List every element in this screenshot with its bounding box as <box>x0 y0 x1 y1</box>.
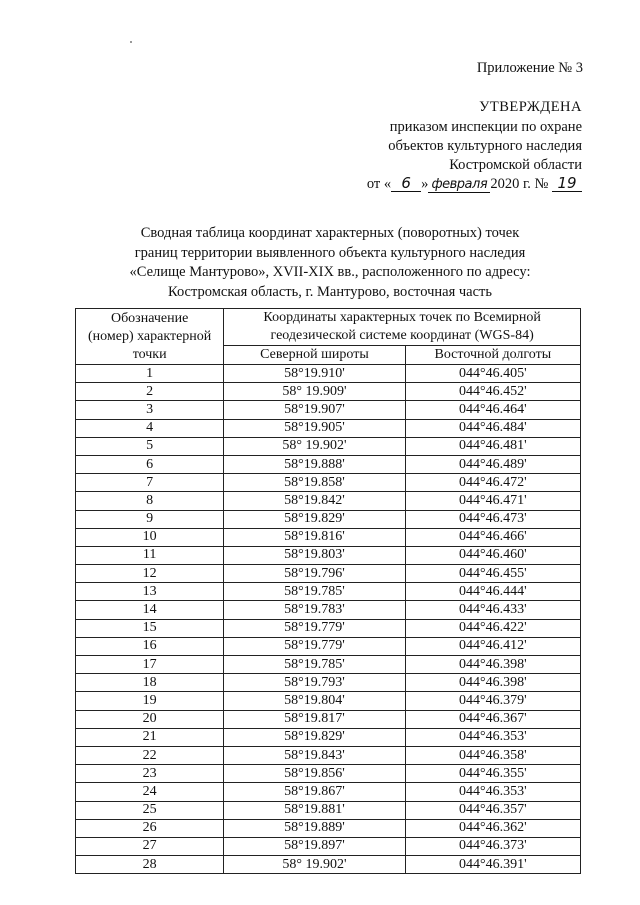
table-row <box>76 510 581 528</box>
title-line-4: Костромская область, г. Мантурово, восточная часть <box>168 283 492 300</box>
point-number-cell: 26 <box>76 819 224 837</box>
point-number-cell: 2 <box>76 383 224 401</box>
date-prefix: от « <box>366 176 392 192</box>
latitude-cell: 58°19.842' <box>224 492 405 510</box>
latitude-cell: 58°19.856' <box>224 765 405 783</box>
point-number-cell: 17 <box>76 656 224 674</box>
handwritten-day: 6 <box>391 176 421 192</box>
table-row <box>76 856 581 874</box>
table-row <box>76 801 581 819</box>
title-line-3: «Селище Мантурово», XVII-XIX вв., расположенного по адресу: <box>129 264 531 280</box>
approval-block <box>367 98 582 194</box>
header-coordinates <box>224 309 581 346</box>
table-row <box>76 474 581 492</box>
header-point-designation <box>76 309 224 365</box>
latitude-cell: 58° 19.909' <box>224 383 405 401</box>
longitude-cell: 044°46.358' <box>405 746 580 764</box>
point-number-cell: 19 <box>76 692 224 710</box>
table-row <box>76 783 581 801</box>
table-row <box>76 674 581 692</box>
latitude-cell: 58° 19.902' <box>224 437 405 455</box>
latitude-cell: 58°19.783' <box>224 601 405 619</box>
longitude-cell: 044°46.355' <box>405 765 580 783</box>
latitude-cell: 58°19.867' <box>224 783 405 801</box>
latitude-cell: 58°19.905' <box>224 419 405 437</box>
latitude-cell: 58° 19.902' <box>224 856 405 874</box>
longitude-cell: 044°46.466' <box>405 528 580 546</box>
table-row <box>76 383 581 401</box>
longitude-cell: 044°46.357' <box>405 801 580 819</box>
longitude-cell: 044°46.471' <box>405 492 580 510</box>
point-number-cell: 18 <box>76 674 224 692</box>
point-number-cell: 21 <box>76 728 224 746</box>
table-row <box>76 419 581 437</box>
latitude-cell: 58°19.779' <box>224 637 405 655</box>
longitude-cell: 044°46.373' <box>405 837 580 855</box>
table-row <box>76 637 581 655</box>
longitude-cell: 044°46.379' <box>405 692 580 710</box>
header-point-line-1: Обозначение <box>110 310 189 326</box>
latitude-cell: 58°19.910' <box>224 365 405 383</box>
point-number-cell: 11 <box>76 546 224 564</box>
longitude-cell: 044°46.422' <box>405 619 580 637</box>
point-number-cell: 16 <box>76 637 224 655</box>
coordinates-table <box>75 308 581 874</box>
header-coords-line-1: Координаты характерных точек по Всемирной <box>263 310 541 325</box>
latitude-cell: 58°19.858' <box>224 474 405 492</box>
point-number-cell: 28 <box>76 856 224 874</box>
point-number-cell: 7 <box>76 474 224 492</box>
table-row <box>76 492 581 510</box>
longitude-cell: 044°46.353' <box>405 728 580 746</box>
point-number-cell: 6 <box>76 455 224 473</box>
appendix-label: Приложение № 3 <box>476 60 583 76</box>
point-number-cell: 24 <box>76 783 224 801</box>
scan-speck <box>130 41 132 43</box>
point-number-cell: 1 <box>76 365 224 383</box>
longitude-cell: 044°46.353' <box>405 783 580 801</box>
longitude-cell: 044°46.412' <box>405 637 580 655</box>
latitude-cell: 58°19.793' <box>224 674 405 692</box>
point-number-cell: 10 <box>76 528 224 546</box>
handwritten-order-number: 19 <box>552 176 582 192</box>
table-row <box>76 601 581 619</box>
approval-date-line <box>367 175 582 194</box>
approval-line-1: приказом инспекции по охране <box>389 119 582 135</box>
longitude-cell: 044°46.481' <box>405 437 580 455</box>
table-row <box>76 583 581 601</box>
longitude-cell: 044°46.472' <box>405 474 580 492</box>
table-row <box>76 528 581 546</box>
point-number-cell: 5 <box>76 437 224 455</box>
table-row <box>76 728 581 746</box>
latitude-cell: 58°19.907' <box>224 401 405 419</box>
point-number-cell: 3 <box>76 401 224 419</box>
latitude-cell: 58°19.803' <box>224 546 405 564</box>
latitude-cell: 58°19.843' <box>224 746 405 764</box>
point-number-cell: 8 <box>76 492 224 510</box>
longitude-cell: 044°46.433' <box>405 601 580 619</box>
longitude-cell: 044°46.473' <box>405 510 580 528</box>
latitude-cell: 58°19.816' <box>224 528 405 546</box>
latitude-cell: 58°19.881' <box>224 801 405 819</box>
point-number-cell: 27 <box>76 837 224 855</box>
table-row <box>76 765 581 783</box>
longitude-cell: 044°46.455' <box>405 565 580 583</box>
longitude-cell: 044°46.398' <box>405 656 580 674</box>
longitude-cell: 044°46.362' <box>405 819 580 837</box>
approved-heading: УТВЕРЖДЕНА <box>479 99 582 115</box>
latitude-cell: 58°19.889' <box>224 819 405 837</box>
point-number-cell: 15 <box>76 619 224 637</box>
latitude-cell: 58°19.829' <box>224 728 405 746</box>
header-coords-line-2: геодезической системе координат (WGS-84) <box>270 328 534 343</box>
title-line-2: границ территории выявленного объекта культурного наследия <box>134 244 526 261</box>
table-row <box>76 546 581 564</box>
handwritten-month: февраля <box>428 177 490 193</box>
point-number-cell: 22 <box>76 746 224 764</box>
point-number-cell: 4 <box>76 419 224 437</box>
year-suffix: 2020 г. № <box>490 176 549 192</box>
header-east-longitude: Восточной долготы <box>405 346 580 365</box>
latitude-cell: 58°19.804' <box>224 692 405 710</box>
date-day-close: » <box>421 176 429 192</box>
point-number-cell: 14 <box>76 601 224 619</box>
longitude-cell: 044°46.405' <box>405 365 580 383</box>
table-row <box>76 656 581 674</box>
longitude-cell: 044°46.484' <box>405 419 580 437</box>
table-row <box>76 746 581 764</box>
latitude-cell: 58°19.785' <box>224 656 405 674</box>
longitude-cell: 044°46.464' <box>405 401 580 419</box>
table-row <box>76 837 581 855</box>
longitude-cell: 044°46.398' <box>405 674 580 692</box>
approval-line-3: Костромской области <box>449 157 582 173</box>
table-body <box>76 365 581 874</box>
latitude-cell: 58°19.829' <box>224 510 405 528</box>
approval-line-2: объектов культурного наследия <box>388 138 582 154</box>
point-number-cell: 23 <box>76 765 224 783</box>
longitude-cell: 044°46.444' <box>405 583 580 601</box>
longitude-cell: 044°46.452' <box>405 383 580 401</box>
header-point-line-3: точки <box>132 346 167 362</box>
table-row <box>76 437 581 455</box>
title-line-1: Сводная таблица координат характерных (поворотных) точек <box>140 225 520 241</box>
point-number-cell: 20 <box>76 710 224 728</box>
document-title <box>90 224 570 302</box>
point-number-cell: 9 <box>76 510 224 528</box>
table-row <box>76 710 581 728</box>
longitude-cell: 044°46.391' <box>405 856 580 874</box>
latitude-cell: 58°19.888' <box>224 455 405 473</box>
point-number-cell: 13 <box>76 583 224 601</box>
point-number-cell: 12 <box>76 565 224 583</box>
table-row <box>76 819 581 837</box>
header-north-latitude: Северной широты <box>224 346 405 365</box>
longitude-cell: 044°46.367' <box>405 710 580 728</box>
table-row <box>76 401 581 419</box>
table-row <box>76 619 581 637</box>
table-row <box>76 455 581 473</box>
latitude-cell: 58°19.785' <box>224 583 405 601</box>
latitude-cell: 58°19.779' <box>224 619 405 637</box>
longitude-cell: 044°46.460' <box>405 546 580 564</box>
header-point-line-2: (номер) характерной <box>87 328 212 344</box>
table-row <box>76 692 581 710</box>
longitude-cell: 044°46.489' <box>405 455 580 473</box>
latitude-cell: 58°19.817' <box>224 710 405 728</box>
table-row <box>76 565 581 583</box>
table-row <box>76 365 581 383</box>
latitude-cell: 58°19.796' <box>224 565 405 583</box>
latitude-cell: 58°19.897' <box>224 837 405 855</box>
point-number-cell: 25 <box>76 801 224 819</box>
